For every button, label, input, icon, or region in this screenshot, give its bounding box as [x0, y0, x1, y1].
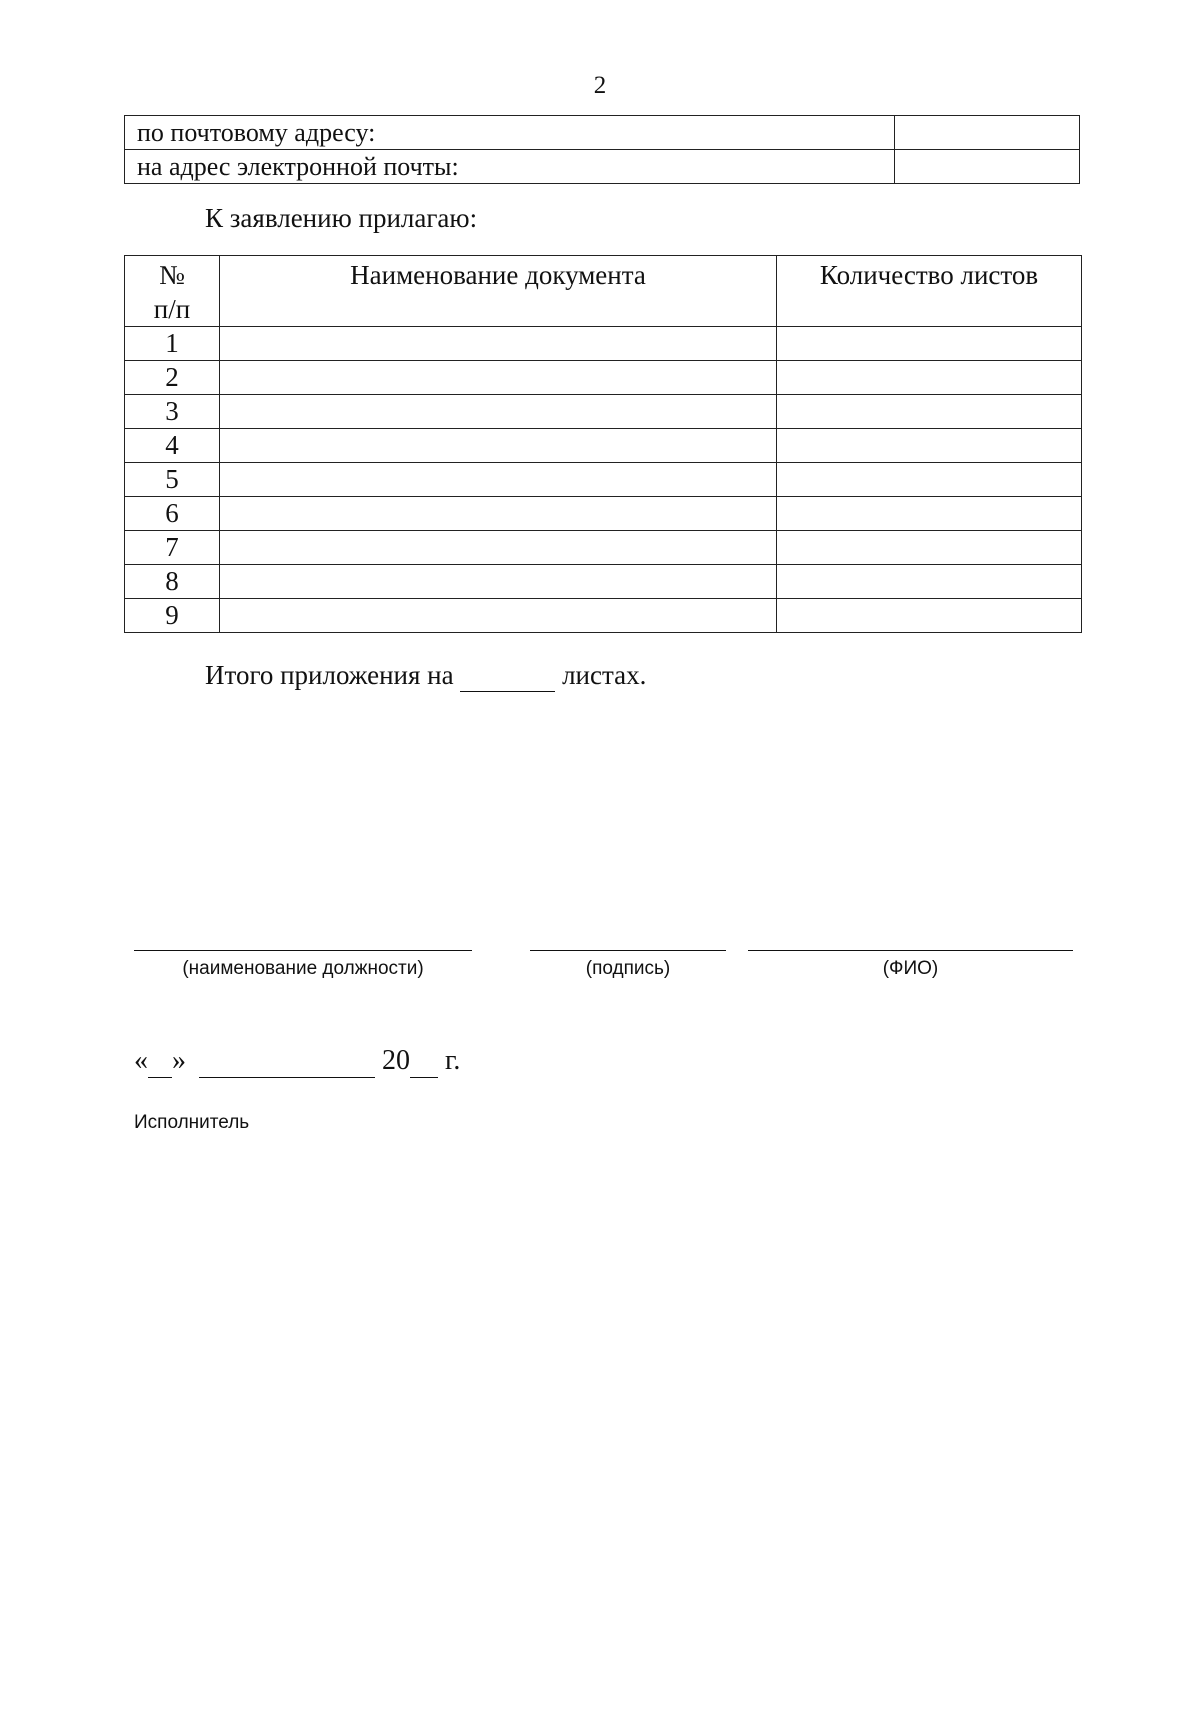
attachments-heading: К заявлению прилагаю:: [205, 203, 478, 233]
row-number: 2: [125, 361, 220, 395]
document-name-cell[interactable]: [220, 361, 777, 395]
table-row: [125, 395, 1082, 429]
header-sheet-count: Количество листов: [777, 256, 1082, 327]
document-name-cell[interactable]: [220, 395, 777, 429]
row-number: 3: [125, 395, 220, 429]
delivery-label-email: на адрес электронной почты:: [125, 150, 895, 184]
row-number: 6: [125, 497, 220, 531]
attachments-table: [124, 255, 1082, 633]
position-signature-line[interactable]: [134, 950, 472, 951]
total-prefix: Итого приложения на: [205, 660, 454, 690]
document-name-cell[interactable]: [220, 327, 777, 361]
table-row: [125, 361, 1082, 395]
attachments-header-row: [125, 256, 1082, 327]
date-line: [134, 1045, 460, 1078]
sheet-count-cell[interactable]: [777, 599, 1082, 633]
sheet-count-cell[interactable]: [777, 565, 1082, 599]
document-name-cell[interactable]: [220, 599, 777, 633]
total-attachments-line: [205, 660, 646, 692]
document-name-cell[interactable]: [220, 531, 777, 565]
full-name-line[interactable]: [748, 950, 1073, 951]
delivery-checkbox-postal[interactable]: [895, 116, 1080, 150]
table-row: [125, 463, 1082, 497]
date-close-quote: »: [172, 1045, 186, 1076]
document-name-cell[interactable]: [220, 497, 777, 531]
header-number-pp: п/п: [153, 294, 191, 324]
sheet-count-cell[interactable]: [777, 463, 1082, 497]
row-number: 1: [125, 327, 220, 361]
sheet-count-cell[interactable]: [777, 327, 1082, 361]
year-blank[interactable]: [410, 1045, 438, 1078]
signature-caption: (подпись): [585, 958, 671, 979]
sheet-count-cell[interactable]: [777, 395, 1082, 429]
row-number: 5: [125, 463, 220, 497]
delivery-label-postal: по почтовому адресу:: [125, 116, 895, 150]
delivery-row-postal: [125, 116, 1080, 150]
delivery-method-table: [124, 115, 1080, 184]
table-row: [125, 497, 1082, 531]
delivery-checkbox-email[interactable]: [895, 150, 1080, 184]
header-number-sign: №: [159, 260, 185, 290]
total-suffix: листах.: [562, 660, 647, 690]
row-number: 4: [125, 429, 220, 463]
table-row: [125, 599, 1082, 633]
month-blank[interactable]: [199, 1045, 375, 1078]
date-open-quote: «: [134, 1045, 148, 1076]
sheet-count-cell[interactable]: [777, 497, 1082, 531]
sheet-count-cell[interactable]: [777, 361, 1082, 395]
document-name-cell[interactable]: [220, 565, 777, 599]
table-row: [125, 531, 1082, 565]
full-name-caption: (ФИО): [882, 958, 939, 979]
table-row: [125, 565, 1082, 599]
page-number: 2: [593, 72, 607, 99]
sheet-count-cell[interactable]: [777, 531, 1082, 565]
row-number: 7: [125, 531, 220, 565]
header-number: [125, 256, 220, 327]
document-name-cell[interactable]: [220, 429, 777, 463]
document-name-cell[interactable]: [220, 463, 777, 497]
day-blank[interactable]: [148, 1045, 172, 1078]
row-number: 8: [125, 565, 220, 599]
year-prefix: 20: [382, 1045, 410, 1076]
total-sheets-blank[interactable]: [460, 660, 555, 692]
executor-label: Исполнитель: [134, 1112, 250, 1133]
sheet-count-cell[interactable]: [777, 429, 1082, 463]
position-caption: (наименование должности): [182, 958, 424, 979]
delivery-row-email: [125, 150, 1080, 184]
row-number: 9: [125, 599, 220, 633]
header-document-name: Наименование документа: [220, 256, 777, 327]
table-row: [125, 327, 1082, 361]
signature-line[interactable]: [530, 950, 726, 951]
year-suffix: г.: [445, 1045, 461, 1076]
table-row: [125, 429, 1082, 463]
